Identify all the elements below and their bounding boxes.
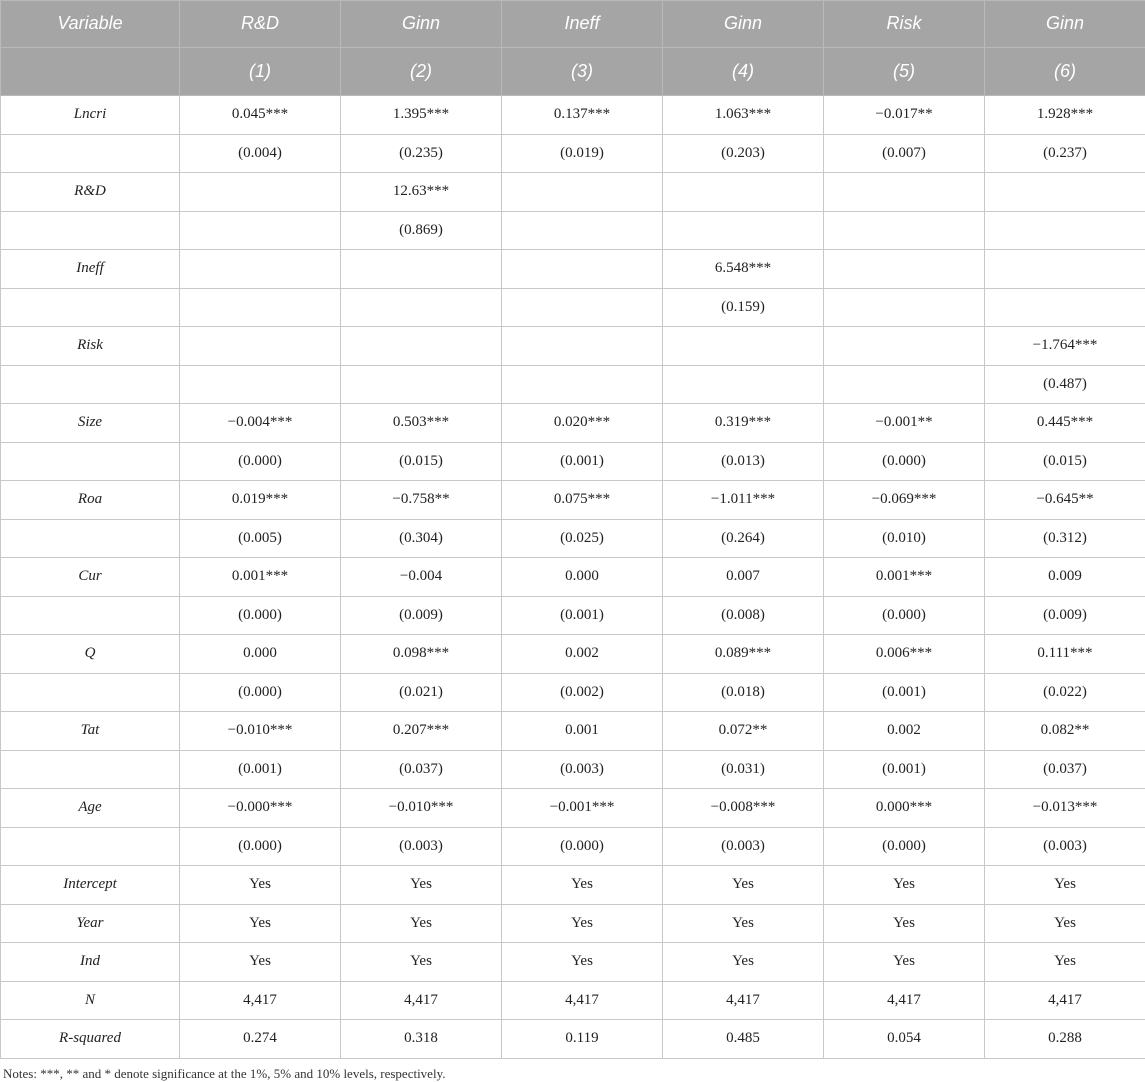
variable-name-cell: Ineff — [1, 250, 180, 289]
value-cell — [180, 211, 341, 250]
value-cell — [180, 327, 341, 366]
variable-name-cell — [1, 365, 180, 404]
value-cell: (0.304) — [341, 519, 502, 558]
value-cell: 0.288 — [985, 1020, 1145, 1059]
value-cell: −0.004 — [341, 558, 502, 597]
table-row — [1, 827, 1145, 866]
variable-name-cell — [1, 211, 180, 250]
value-cell: 1.395*** — [341, 96, 502, 135]
value-cell: (0.312) — [985, 519, 1145, 558]
variable-name-cell: Ind — [1, 943, 180, 982]
value-cell: Yes — [341, 866, 502, 905]
table-row — [1, 481, 1145, 520]
variable-name-cell: Tat — [1, 712, 180, 751]
value-cell: 0.002 — [502, 635, 663, 674]
value-cell: (0.007) — [824, 134, 985, 173]
variable-name-cell — [1, 596, 180, 635]
value-cell: −0.001*** — [502, 789, 663, 828]
value-cell: −0.069*** — [824, 481, 985, 520]
value-cell: (0.015) — [341, 442, 502, 481]
value-cell — [824, 173, 985, 212]
value-cell: (0.000) — [502, 827, 663, 866]
header-cell-dependent: Risk — [824, 1, 985, 48]
table-row — [1, 789, 1145, 828]
variable-name-cell: Size — [1, 404, 180, 443]
value-cell: −0.645** — [985, 481, 1145, 520]
value-cell: 0.045*** — [180, 96, 341, 135]
value-cell — [985, 288, 1145, 327]
value-cell: 0.111*** — [985, 635, 1145, 674]
value-cell: −1.764*** — [985, 327, 1145, 366]
value-cell: (0.037) — [341, 750, 502, 789]
variable-name-cell: Q — [1, 635, 180, 674]
value-cell: 0.019*** — [180, 481, 341, 520]
value-cell: 0.089*** — [663, 635, 824, 674]
value-cell: (0.031) — [663, 750, 824, 789]
variable-name-cell: Intercept — [1, 866, 180, 905]
value-cell: 4,417 — [180, 981, 341, 1020]
value-cell — [502, 288, 663, 327]
value-cell: (0.019) — [502, 134, 663, 173]
value-cell — [663, 365, 824, 404]
header-cell-dependent: Ginn — [341, 1, 502, 48]
value-cell — [180, 365, 341, 404]
table-row — [1, 866, 1145, 905]
table-row — [1, 288, 1145, 327]
value-cell: (0.009) — [341, 596, 502, 635]
value-cell: (0.869) — [341, 211, 502, 250]
value-cell: Yes — [824, 866, 985, 905]
table-row — [1, 96, 1145, 135]
value-cell: 0.001 — [502, 712, 663, 751]
table-row — [1, 596, 1145, 635]
value-cell: −0.010*** — [341, 789, 502, 828]
table-row — [1, 558, 1145, 597]
value-cell: 0.137*** — [502, 96, 663, 135]
variable-name-cell — [1, 134, 180, 173]
value-cell — [502, 365, 663, 404]
value-cell: (0.000) — [180, 673, 341, 712]
table-row — [1, 750, 1145, 789]
value-cell: (0.203) — [663, 134, 824, 173]
value-cell: 0.006*** — [824, 635, 985, 674]
value-cell: 6.548*** — [663, 250, 824, 289]
value-cell: 0.001*** — [824, 558, 985, 597]
table-row — [1, 327, 1145, 366]
value-cell: (0.000) — [180, 596, 341, 635]
header-cell-model-number: (4) — [663, 48, 824, 96]
value-cell: (0.000) — [824, 827, 985, 866]
value-cell: (0.237) — [985, 134, 1145, 173]
value-cell — [824, 327, 985, 366]
variable-name-cell: R&D — [1, 173, 180, 212]
header-cell-variable: Variable — [1, 1, 180, 48]
value-cell: 0.007 — [663, 558, 824, 597]
value-cell: 0.075*** — [502, 481, 663, 520]
value-cell: (0.037) — [985, 750, 1145, 789]
value-cell — [663, 211, 824, 250]
table-row — [1, 904, 1145, 943]
value-cell: 0.274 — [180, 1020, 341, 1059]
value-cell: Yes — [663, 866, 824, 905]
value-cell: (0.010) — [824, 519, 985, 558]
table-row — [1, 635, 1145, 674]
value-cell — [341, 288, 502, 327]
value-cell: 4,417 — [824, 981, 985, 1020]
header-cell-dependent: Ginn — [663, 1, 824, 48]
value-cell: −0.000*** — [180, 789, 341, 828]
header-cell-model-number: (3) — [502, 48, 663, 96]
header-cell-model-number: (6) — [985, 48, 1145, 96]
value-cell — [663, 327, 824, 366]
value-cell: 0.445*** — [985, 404, 1145, 443]
value-cell — [502, 211, 663, 250]
value-cell — [663, 173, 824, 212]
value-cell: −0.017** — [824, 96, 985, 135]
value-cell — [824, 211, 985, 250]
table-row — [1, 404, 1145, 443]
table-row — [1, 211, 1145, 250]
value-cell: 0.000 — [180, 635, 341, 674]
variable-name-cell — [1, 442, 180, 481]
table-row — [1, 365, 1145, 404]
value-cell: (0.235) — [341, 134, 502, 173]
value-cell: (0.001) — [502, 596, 663, 635]
table-row — [1, 943, 1145, 982]
value-cell: (0.003) — [663, 827, 824, 866]
value-cell: Yes — [180, 904, 341, 943]
value-cell: (0.001) — [824, 673, 985, 712]
variable-name-cell: R-squared — [1, 1020, 180, 1059]
value-cell: Yes — [341, 943, 502, 982]
value-cell: (0.001) — [824, 750, 985, 789]
value-cell: Yes — [824, 943, 985, 982]
table-row — [1, 250, 1145, 289]
header-cell-model-number: (2) — [341, 48, 502, 96]
value-cell: 4,417 — [341, 981, 502, 1020]
variable-name-cell: Age — [1, 789, 180, 828]
value-cell: Yes — [502, 904, 663, 943]
value-cell: 12.63*** — [341, 173, 502, 212]
header-cell-blank — [1, 48, 180, 96]
value-cell: (0.003) — [985, 827, 1145, 866]
table-row — [1, 981, 1145, 1020]
table-row — [1, 673, 1145, 712]
value-cell: Yes — [985, 866, 1145, 905]
value-cell — [341, 327, 502, 366]
value-cell — [502, 173, 663, 212]
value-cell: Yes — [180, 943, 341, 982]
header-cell-model-number: (5) — [824, 48, 985, 96]
value-cell: 0.002 — [824, 712, 985, 751]
value-cell: (0.008) — [663, 596, 824, 635]
value-cell: −0.758** — [341, 481, 502, 520]
value-cell: (0.003) — [341, 827, 502, 866]
value-cell — [824, 288, 985, 327]
value-cell — [985, 250, 1145, 289]
value-cell: 0.072** — [663, 712, 824, 751]
header-cell-dependent: Ineff — [502, 1, 663, 48]
value-cell — [180, 250, 341, 289]
variable-name-cell — [1, 827, 180, 866]
value-cell: 0.318 — [341, 1020, 502, 1059]
value-cell: Yes — [663, 904, 824, 943]
value-cell: (0.005) — [180, 519, 341, 558]
value-cell: Yes — [180, 866, 341, 905]
table-notes: Notes: ***, ** and * denote significance at the 1%, 5% and 10% levels, respectively. — [3, 1066, 446, 1081]
header-row-model-numbers — [1, 48, 1145, 96]
value-cell: 4,417 — [663, 981, 824, 1020]
value-cell: (0.002) — [502, 673, 663, 712]
value-cell: 0.000 — [502, 558, 663, 597]
value-cell: −1.011*** — [663, 481, 824, 520]
value-cell — [502, 327, 663, 366]
variable-name-cell: Cur — [1, 558, 180, 597]
value-cell: 0.009 — [985, 558, 1145, 597]
value-cell: 0.485 — [663, 1020, 824, 1059]
table-row — [1, 712, 1145, 751]
value-cell: (0.487) — [985, 365, 1145, 404]
variable-name-cell: Roa — [1, 481, 180, 520]
value-cell: (0.015) — [985, 442, 1145, 481]
value-cell: Yes — [502, 943, 663, 982]
variable-name-cell: N — [1, 981, 180, 1020]
value-cell: −0.001** — [824, 404, 985, 443]
value-cell: 0.020*** — [502, 404, 663, 443]
value-cell: 0.054 — [824, 1020, 985, 1059]
value-cell — [341, 365, 502, 404]
variable-name-cell — [1, 750, 180, 789]
table-row — [1, 173, 1145, 212]
value-cell — [985, 211, 1145, 250]
value-cell — [824, 250, 985, 289]
value-cell: Yes — [502, 866, 663, 905]
variable-name-cell: Risk — [1, 327, 180, 366]
value-cell: (0.000) — [824, 596, 985, 635]
value-cell: Yes — [824, 904, 985, 943]
value-cell: 0.503*** — [341, 404, 502, 443]
value-cell: 1.063*** — [663, 96, 824, 135]
header-cell-model-number: (1) — [180, 48, 341, 96]
value-cell — [824, 365, 985, 404]
variable-name-cell: Lncri — [1, 96, 180, 135]
variable-name-cell — [1, 288, 180, 327]
value-cell: (0.000) — [180, 442, 341, 481]
value-cell: Yes — [663, 943, 824, 982]
value-cell: (0.004) — [180, 134, 341, 173]
value-cell: −0.008*** — [663, 789, 824, 828]
value-cell: 4,417 — [985, 981, 1145, 1020]
table-row — [1, 1020, 1145, 1059]
value-cell: (0.264) — [663, 519, 824, 558]
table-body — [1, 96, 1145, 1059]
table-row — [1, 134, 1145, 173]
value-cell: (0.021) — [341, 673, 502, 712]
variable-name-cell — [1, 673, 180, 712]
value-cell: (0.001) — [180, 750, 341, 789]
value-cell: −0.013*** — [985, 789, 1145, 828]
value-cell: −0.004*** — [180, 404, 341, 443]
value-cell: (0.000) — [824, 442, 985, 481]
value-cell: 0.319*** — [663, 404, 824, 443]
value-cell: (0.022) — [985, 673, 1145, 712]
value-cell: (0.009) — [985, 596, 1145, 635]
value-cell: −0.010*** — [180, 712, 341, 751]
value-cell — [985, 173, 1145, 212]
value-cell: Yes — [341, 904, 502, 943]
table-row — [1, 442, 1145, 481]
header-cell-dependent: Ginn — [985, 1, 1145, 48]
table-row — [1, 519, 1145, 558]
variable-name-cell — [1, 519, 180, 558]
value-cell: (0.000) — [180, 827, 341, 866]
value-cell: 4,417 — [502, 981, 663, 1020]
value-cell: (0.025) — [502, 519, 663, 558]
value-cell: (0.001) — [502, 442, 663, 481]
value-cell: 0.207*** — [341, 712, 502, 751]
value-cell: 0.000*** — [824, 789, 985, 828]
value-cell — [180, 173, 341, 212]
value-cell: (0.159) — [663, 288, 824, 327]
value-cell: 1.928*** — [985, 96, 1145, 135]
value-cell — [341, 250, 502, 289]
value-cell: 0.098*** — [341, 635, 502, 674]
value-cell: 0.119 — [502, 1020, 663, 1059]
table-header — [1, 1, 1145, 96]
value-cell: Yes — [985, 904, 1145, 943]
header-cell-dependent: R&D — [180, 1, 341, 48]
value-cell: (0.003) — [502, 750, 663, 789]
value-cell: 0.001*** — [180, 558, 341, 597]
value-cell: 0.082** — [985, 712, 1145, 751]
value-cell — [180, 288, 341, 327]
value-cell — [502, 250, 663, 289]
value-cell: (0.018) — [663, 673, 824, 712]
header-row-dependent-variables — [1, 1, 1145, 48]
variable-name-cell: Year — [1, 904, 180, 943]
value-cell: Yes — [985, 943, 1145, 982]
value-cell: (0.013) — [663, 442, 824, 481]
